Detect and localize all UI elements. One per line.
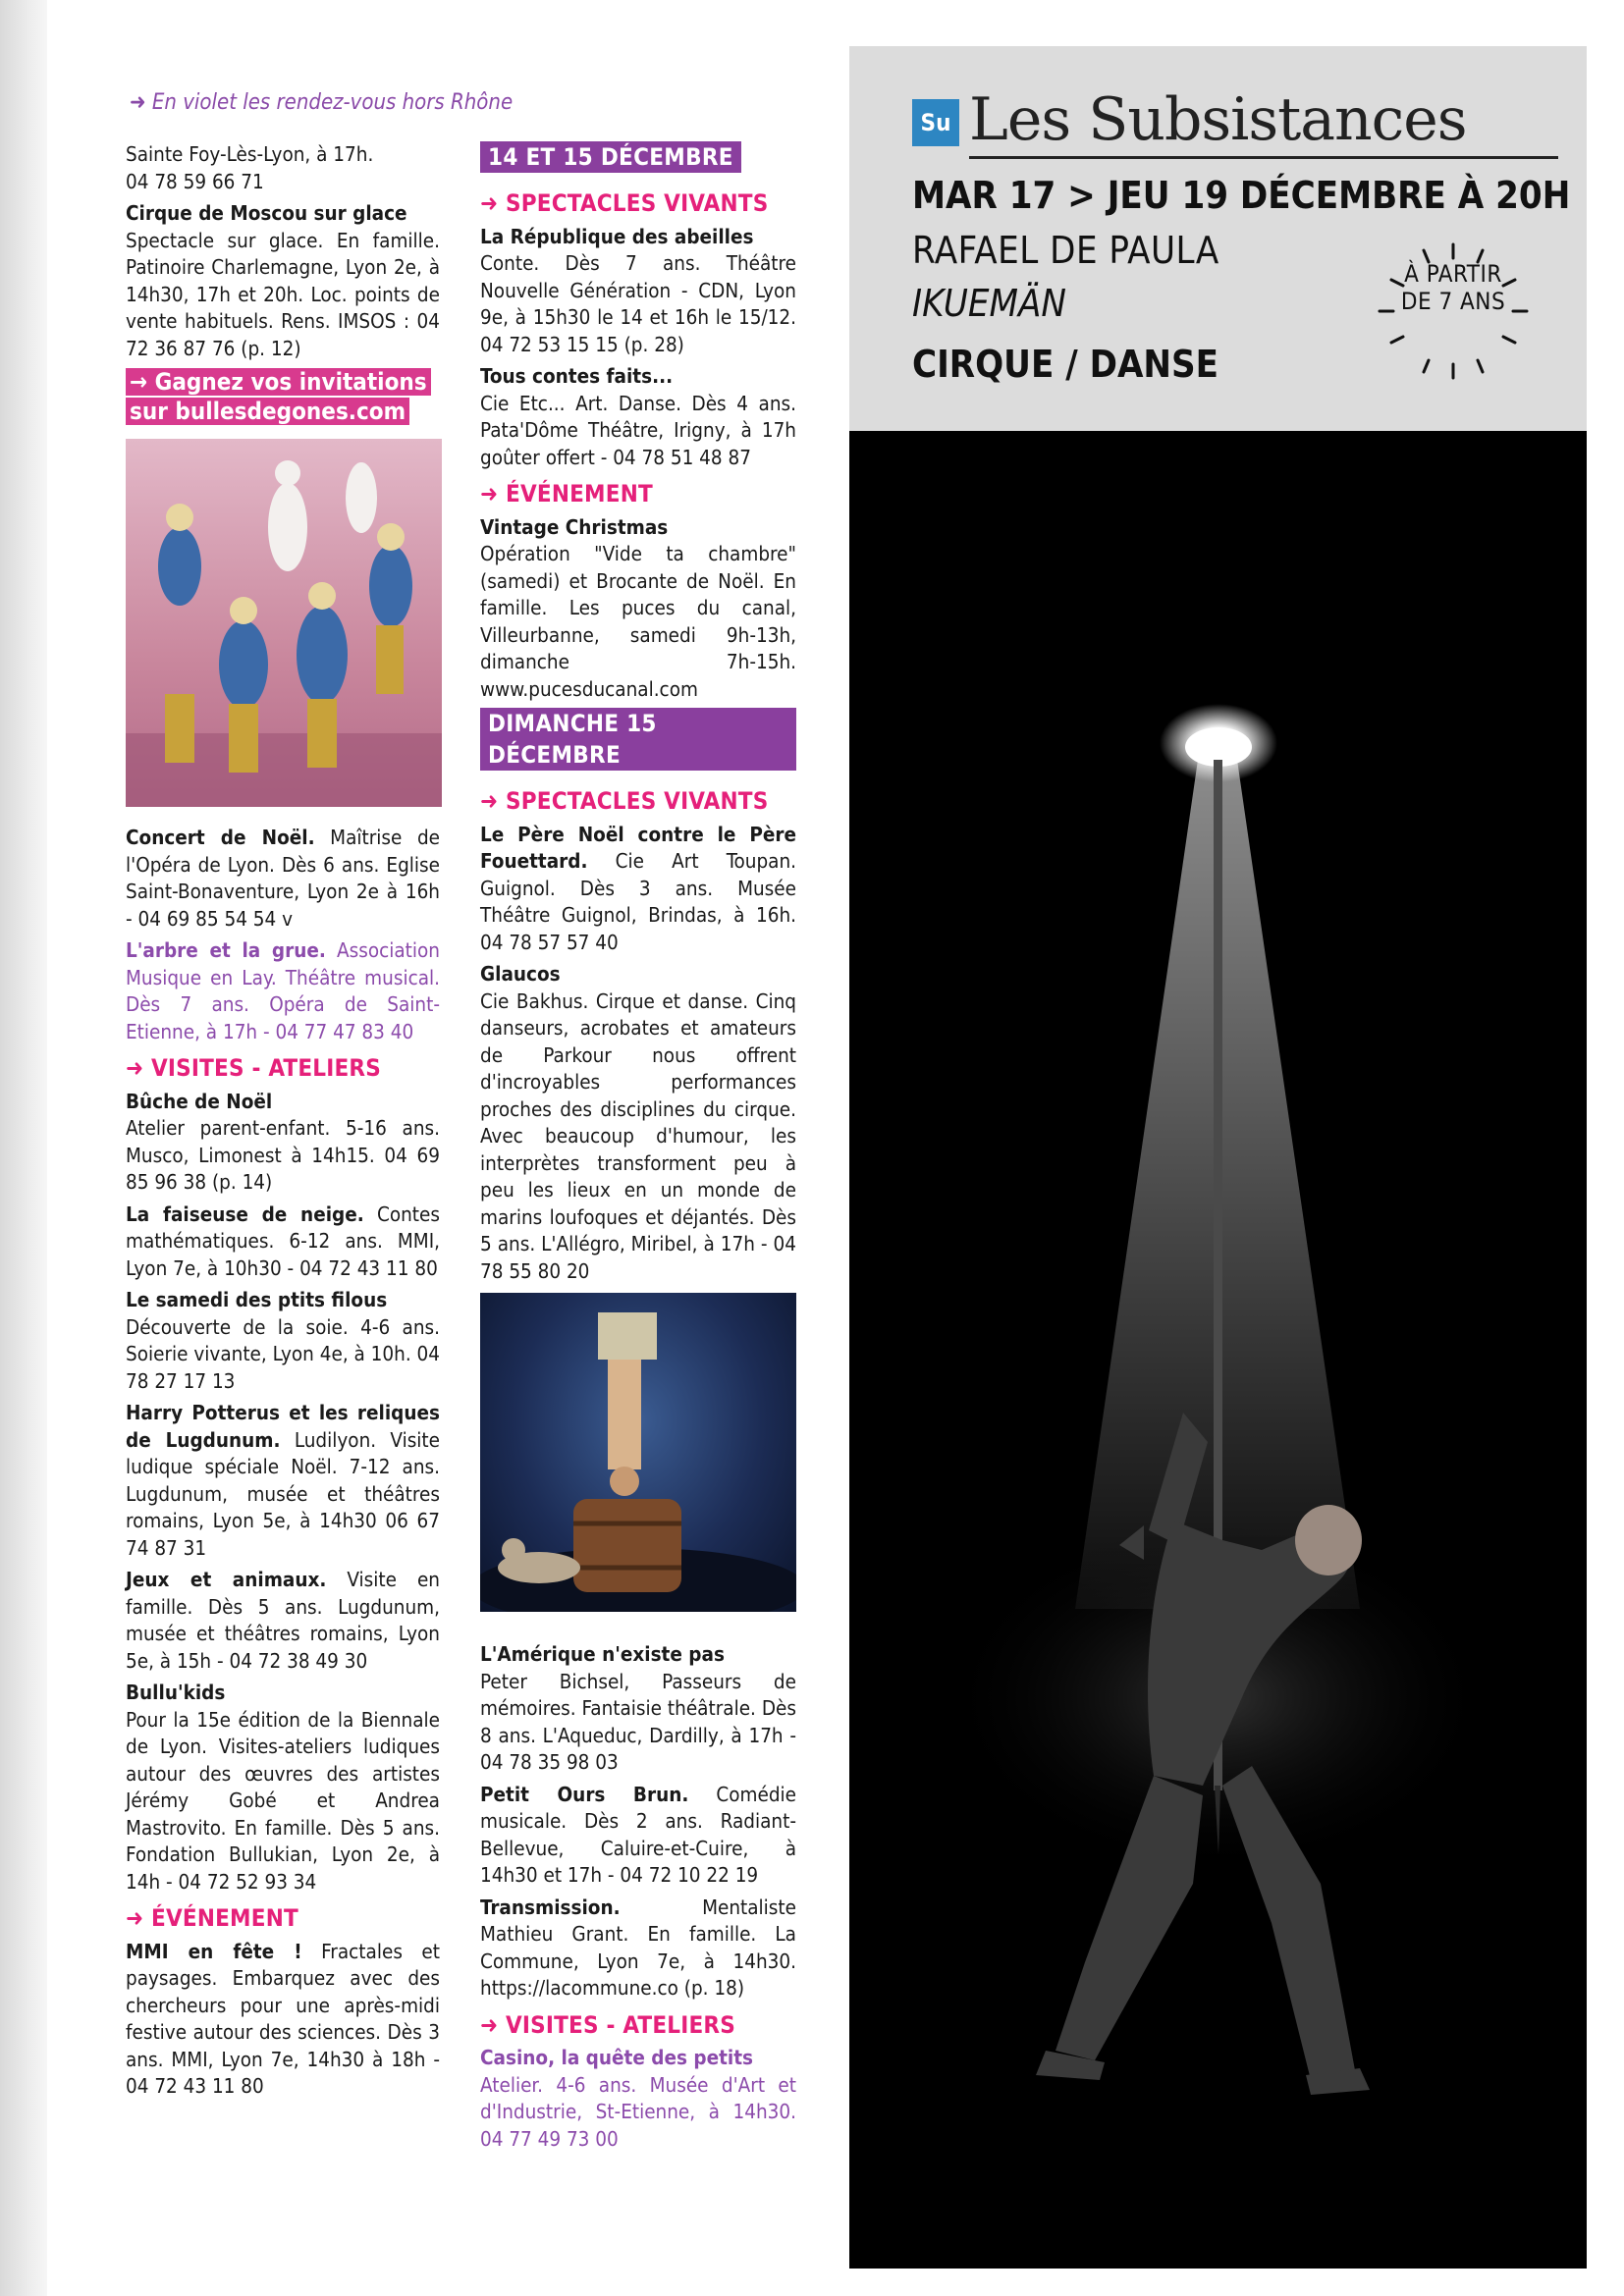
- section-evenement: ➜ ÉVÉNEMENT: [480, 480, 653, 507]
- section-evenement: ➜ ÉVÉNEMENT: [126, 1904, 298, 1932]
- listing-title: Harry Potterus et les reliques de Lugdunum.: [126, 1401, 440, 1452]
- listing-petit-ours-brun: [480, 1782, 796, 1890]
- listing-samedi-filous: [126, 1287, 440, 1395]
- listing-continuation: [126, 141, 440, 195]
- listing-title: MMI en fête !: [126, 1939, 302, 1963]
- date-banner-14-15: 14 ET 15 DÉCEMBRE: [480, 141, 741, 173]
- listing-title: La République des abeilles: [480, 224, 754, 248]
- listing-concert-noel: [126, 825, 440, 933]
- listing-pere-noel: [480, 822, 796, 957]
- listing-title: Tous contes faits...: [480, 364, 674, 388]
- listing-title: L'arbre et la grue.: [126, 938, 326, 962]
- continuation-line-1: Sainte Foy-Lès-Lyon, à 17h.: [126, 142, 374, 166]
- listing-text: Comédie musicale. Dès 2 ans. Radiant-Bellevue, Caluire-et-Cuire, à 14h30 et 17h - 04 72 10 22 19: [480, 1782, 797, 1887]
- listing-title: Jeux et animaux.: [126, 1568, 327, 1591]
- listing-tous-contes: [480, 363, 796, 471]
- listing-jeux-animaux: [126, 1567, 440, 1675]
- listing-text: Cie Etc... Art. Danse. Dès 4 ans. Pata'Dôme Théâtre, Irigny, à 17h goûter offert - 04 78 51 48 87: [480, 391, 796, 469]
- listing-text: Ludilyon. Visite ludique spéciale Noël. 7-12 ans. Lugdunum, musée et théâtres romains, Lyon 5e, à 14h30 06 67 74 87 31: [126, 1427, 441, 1560]
- listing-title: Petit Ours Brun.: [480, 1782, 689, 1806]
- logo-underline: [969, 156, 1558, 159]
- listing-title: Bullu'kids: [126, 1681, 226, 1704]
- listing-title: Glaucos: [480, 962, 561, 986]
- cirque-photo: [126, 439, 442, 807]
- listing-text: Conte. Dès 7 ans. Théâtre Nouvelle Génération - CDN, Lyon 9e, à 15h30 le 14 et 16h le 15/12. 04 72 53 15 15 (p. 28): [480, 251, 796, 356]
- listing-text: Cie Bakhus. Cirque et danse. Cinq danseurs, acrobates et amateurs de Parkour nous offrent d'incroyables performances proches des disciplines du cirque. Avec beaucoup d'humour, les interprètes transforment peu à peu les lieux en un monde de marins loufoques et déjantés. Dès 5 ans. L'Allégro, Miribel, à 17h - 04 78 55 80 20: [480, 988, 796, 1283]
- date-banner-dimanche-15: DIMANCHE 15 DÉCEMBRE: [480, 708, 796, 771]
- listing-text: Opération "Vide ta chambre" (samedi) et Brocante de Noël. En famille. Les puces du canal, Villeurbanne, samedi 9h-13h, dimanche 7h-15h. www.pucesducanal.com: [480, 542, 796, 701]
- listing-transmission: [480, 1895, 796, 2002]
- section-visites-ateliers: ➜ VISITES - ATELIERS: [480, 2010, 735, 2039]
- listing-text: Pour la 15e édition de la Biennale de Lyon. Visites-ateliers ludiques autour des œuvres des artistes Jérémy Gobé et Andrea Mastrovito. En famille. Dès 5 ans. Fondation Bullukian, Lyon 2e, à 14h - 04 72 52 93 34: [126, 1707, 440, 1894]
- listing-title: Le Père Noël contre le Père Fouettard.: [480, 822, 796, 873]
- listing-mmi-fete: [126, 1939, 440, 2101]
- ad-show-title: IKUEMÄN: [912, 282, 1066, 325]
- listing-amerique: [480, 1641, 796, 1777]
- age-badge-line-1: À PARTIR: [1404, 260, 1502, 288]
- ad-genre: CIRQUE / DANSE: [912, 343, 1219, 386]
- listing-text: Association Musique en Lay. Théâtre musical. Dès 7 ans. Opéra de Saint-Etienne, à 17h - 04 77 47 83 40: [126, 938, 441, 1043]
- listing-casino: [480, 2045, 796, 2153]
- acrobat-on-barrel-illustration: [480, 1293, 796, 1612]
- listing-title: L'Amérique n'existe pas: [480, 1642, 725, 1666]
- listing-text: Mentaliste Mathieu Grant. En famille. La Commune, Lyon 7e, à 14h30. https://lacommune.co (p. 18): [480, 1895, 796, 2000]
- ad-artist: RAFAEL DE PAULA: [912, 229, 1219, 272]
- listing-text: Découverte de la soie. 4-6 ans. Soierie vivante, Lyon 4e, à 10h. 04 78 27 17 13: [126, 1314, 441, 1393]
- listing-bullukids: [126, 1680, 440, 1896]
- subsistances-logo-mark: Su: [912, 99, 959, 146]
- age-badge-line-2: DE 7 ANS: [1400, 288, 1506, 315]
- acrobats-illustration: [126, 439, 442, 807]
- listing-cirque-moscou: [126, 200, 440, 362]
- listing-glaucos: [480, 961, 796, 1285]
- listing-title: Vintage Christmas: [480, 514, 669, 539]
- listing-title: Le samedi des ptits filous: [126, 1288, 388, 1311]
- section-spectacles-vivants: ➜ SPECTACLES VIVANTS: [480, 189, 769, 217]
- listing-title: Cirque de Moscou sur glace: [126, 201, 407, 225]
- age-badge: [1380, 260, 1527, 315]
- glaucos-photo: [480, 1293, 796, 1612]
- ad-dates: MAR 17 > JEU 19 DÉCEMBRE À 20H: [912, 174, 1571, 217]
- listing-faiseuse: [126, 1201, 440, 1283]
- listing-title: Casino, la quête des petits: [480, 2046, 754, 2069]
- listing-republique-abeilles: [480, 224, 796, 359]
- promo-invitations[interactable]: [126, 368, 440, 427]
- section-visites-ateliers: ➜ VISITES - ATELIERS: [126, 1054, 381, 1082]
- listing-text: Spectacle sur glace. En famille. Patinoire Charlemagne, Lyon 2e, à 14h30, 17h et 20h. Loc. points de vente habituels. Rens. IMSOS : 04 72 36 87 76 (p. 12): [126, 228, 440, 360]
- listing-buche: [126, 1089, 440, 1197]
- listing-text: Contes mathématiques. 6-12 ans. MMI, Lyon 7e, à 10h30 - 04 72 43 11 80: [126, 1201, 440, 1280]
- promo-line-1: → Gagnez vos invitations: [126, 368, 431, 396]
- listing-arbre-grue: [126, 937, 440, 1045]
- listing-harry-potterus: [126, 1400, 440, 1562]
- listing-vintage-christmas: [480, 514, 796, 704]
- agenda-column-2: [480, 141, 796, 2158]
- page-gutter-shadow: [0, 0, 47, 2296]
- listing-text: Atelier. 4-6 ans. Musée d'Art et d'Industrie, St-Etienne, à 14h30. 04 77 49 73 00: [480, 2072, 796, 2151]
- subsistances-advertisement[interactable]: [849, 46, 1587, 2269]
- listing-text: Visite en famille. Dès 5 ans. Lugdunum, musée et théâtres romains, Lyon 5e, à 15h - 04 72 38 49 30: [126, 1568, 440, 1673]
- listing-title: Concert de Noël.: [126, 826, 315, 849]
- header-note: ➜ En violet les rendez-vous hors Rhône: [130, 90, 514, 115]
- listing-text: Cie Art Toupan. Guignol. Dès 3 ans. Musée Théâtre Guignol, Brindas, à 16h. 04 78 57 57 40: [480, 849, 797, 954]
- performer-spotlight-photo: [849, 431, 1587, 2269]
- listing-title: Transmission.: [480, 1895, 621, 1919]
- listing-text: Fractales et paysages. Embarquez avec des chercheurs pour une après-midi festive autour des sciences. Dès 3 ans. MMI, Lyon 7e, 14h30 à 18h - 04 72 43 11 80: [126, 1939, 440, 2098]
- listing-text: Maîtrise de l'Opéra de Lyon. Dès 6 ans. Eglise Saint-Bonaventure, Lyon 2e à 16h - 04 69 85 54 54 v: [126, 826, 441, 931]
- section-spectacles-vivants: ➜ SPECTACLES VIVANTS: [480, 787, 769, 815]
- listing-text: Atelier parent-enfant. 5-16 ans. Musco, Limonest à 14h15. 04 69 85 96 38 (p. 14): [126, 1116, 440, 1194]
- listing-title: Bûche de Noël: [126, 1089, 273, 1113]
- listing-title: La faiseuse de neige.: [126, 1201, 364, 1226]
- subsistances-logo-text: Les Subsistances: [969, 85, 1467, 154]
- ad-header: [849, 46, 1587, 431]
- promo-line-2: sur bullesdegones.com: [126, 398, 409, 425]
- listing-text: Peter Bichsel, Passeurs de mémoires. Fantaisie théâtrale. Dès 8 ans. L'Aqueduc, Dardilly, à 17h - 04 78 35 98 03: [480, 1669, 796, 1774]
- continuation-line-2: 04 78 59 66 71: [126, 169, 264, 193]
- agenda-column-1: [126, 141, 440, 2106]
